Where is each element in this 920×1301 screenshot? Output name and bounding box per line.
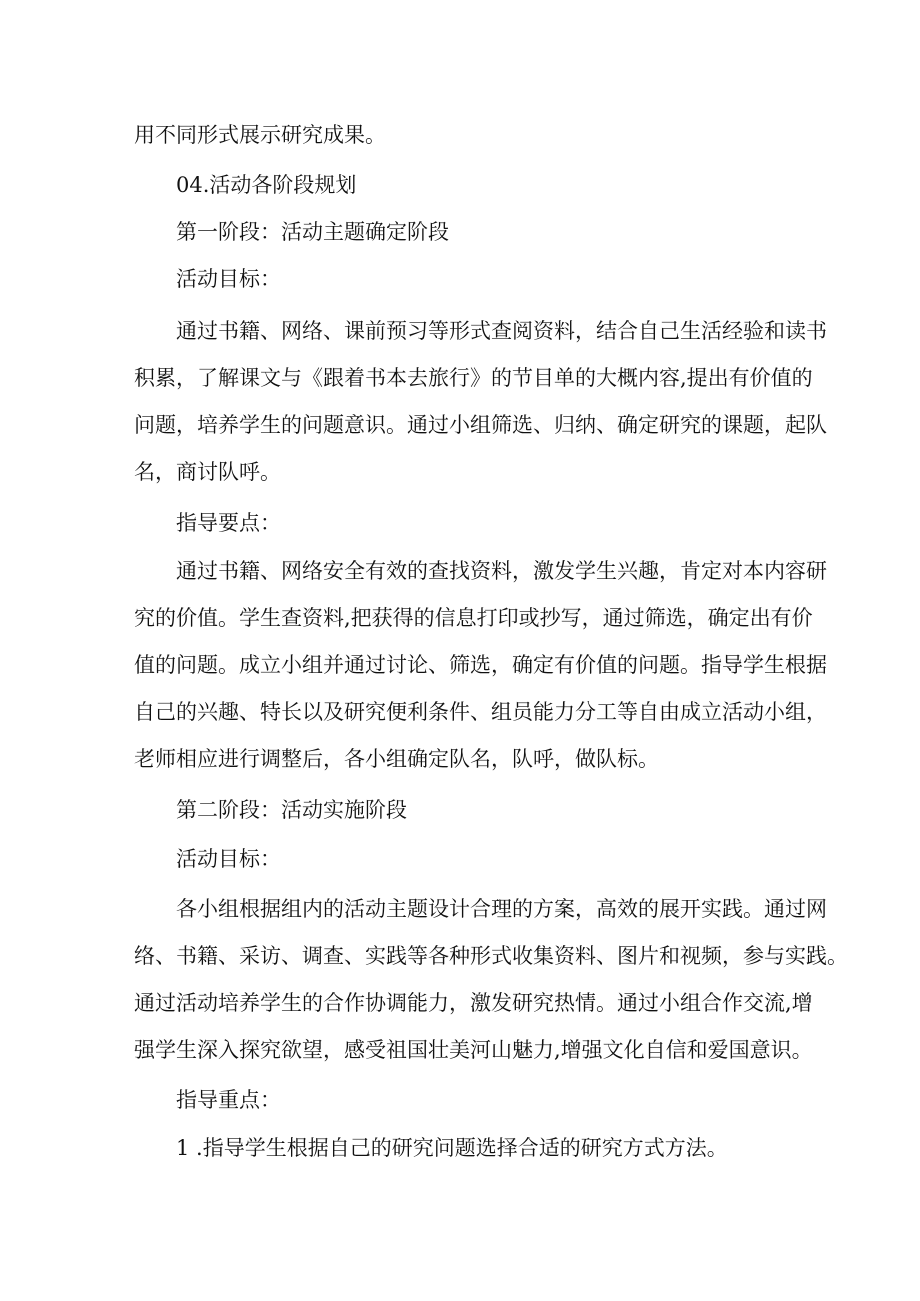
stage-heading: 第二阶段：活动实施阶段 bbox=[176, 798, 407, 822]
paragraph-line: 值的问题。成立小组并通过讨论、筛选，确定有价值的问题。指导学生根据 bbox=[134, 653, 827, 677]
subheading: 活动目标： bbox=[176, 847, 281, 871]
section-heading: 04.活动各阶段规划 bbox=[176, 173, 357, 197]
stage-heading: 第一阶段：活动主题确定阶段 bbox=[176, 220, 449, 244]
paragraph-line: 自己的兴趣、特长以及研究便利条件、组员能力分工等自由成立活动小组， bbox=[134, 700, 827, 724]
paragraph-line: 各小组根据组内的活动主题设计合理的方案，高效的展开实践。通过网 bbox=[176, 897, 827, 921]
paragraph-line: 通过书籍、网络安全有效的查找资料，激发学生兴趣，肯定对本内容研 bbox=[176, 559, 827, 583]
paragraph-line: 络、书籍、采访、调查、实践等各种形式收集资料、图片和视频，参与实践。 bbox=[134, 944, 848, 968]
paragraph-line: 强学生深入探究欲望，感受祖国壮美河山魅力,增强文化自信和爱国意识。 bbox=[134, 1038, 813, 1062]
paragraph-line: 积累，了解课文与《跟着书本去旅行》的节目单的大概内容,提出有价值的 bbox=[134, 366, 813, 390]
paragraph-line: 究的价值。学生查资料,把获得的信息打印或抄写，通过筛选，确定出有价 bbox=[134, 606, 813, 630]
list-item: 1 .指导学生根据自己的研究问题选择合适的研究方式方法。 bbox=[176, 1136, 728, 1160]
subheading: 指导重点： bbox=[176, 1088, 281, 1112]
paragraph-line: 通过活动培养学生的合作协调能力，激发研究热情。通过小组合作交流,增 bbox=[134, 991, 813, 1015]
paragraph-line: 通过书籍、网络、课前预习等形式查阅资料，结合自己生活经验和读书 bbox=[176, 319, 827, 343]
paragraph-line: 老师相应进行调整后，各小组确定队名，队呼，做队标。 bbox=[134, 747, 659, 771]
paragraph-line: 名，商讨队呼。 bbox=[134, 460, 281, 484]
paragraph-line: 用不同形式展示研究成果。 bbox=[134, 123, 386, 147]
paragraph-line: 问题，培养学生的问题意识。通过小组筛选、归纳、确定研究的课题，起队 bbox=[134, 413, 827, 437]
subheading: 活动目标： bbox=[176, 267, 281, 291]
subheading: 指导要点： bbox=[176, 511, 281, 535]
